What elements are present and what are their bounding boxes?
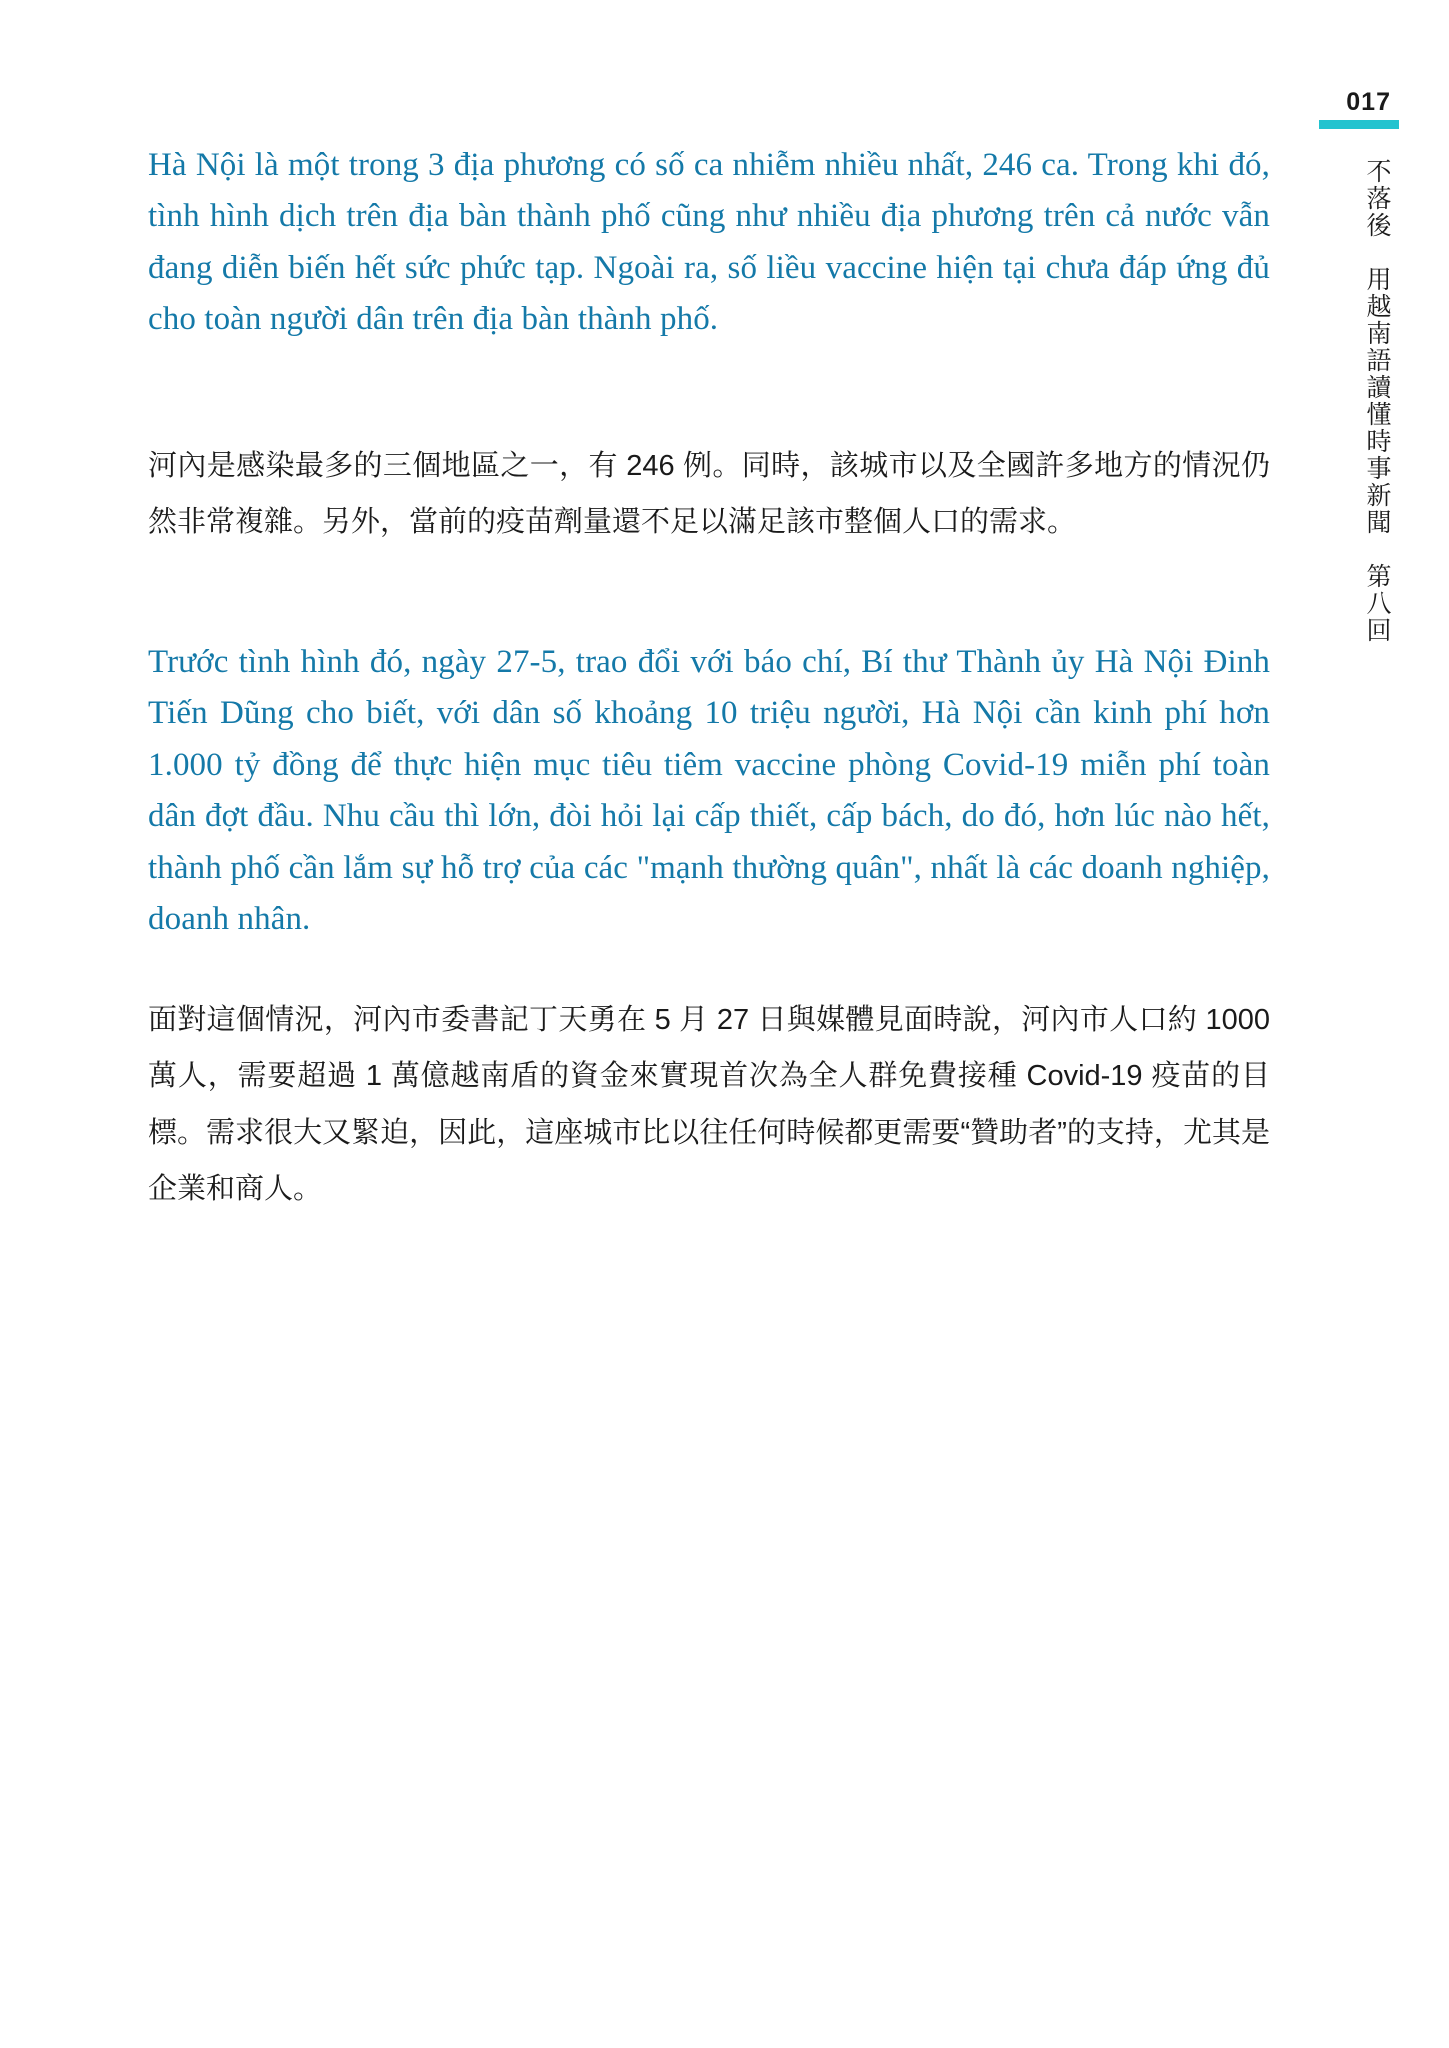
article-body (148, 140, 1270, 1218)
page-number-rule (1319, 120, 1399, 129)
paragraph-chinese-2: 面對這個情況，河內市委書記丁天勇在 5 月 27 日與媒體見面時說，河內市人口約 1000 萬人，需要超過 1 萬億越南盾的資金來實現首次為全人群免費接種 Covid-19 疫苗的目標。需求很大又緊迫，因此，這座城市比以往任何時候都更需要“贊助者”的支持，尤其是企業和商人。 (148, 1003, 1270, 1206)
paragraph-chinese-1: 河內是感染最多的三個地區之一，有 246 例。同時，該城市以及全國許多地方的情況仍然非常複雜。另外，當前的疫苗劑量還不足以滿足該市整個人口的需求。 (148, 449, 1270, 539)
paragraph-vietnamese-2: Trước tình hình đó, ngày 27-5, trao đổi với báo chí, Bí thư Thành ủy Hà Nội Đinh Tiến Dũng cho biết, với dân số khoảng 10 triệu người, Hà Nội cần kinh phí hơn 1.000 tỷ đồng để thực hiện mục tiêu tiêm vaccine phòng Covid-19 miễn phí toàn dân đợt đầu. Nhu cầu thì lớn, đòi hỏi lại cấp thiết, cấp bách, do đó, hơn lúc nào hết, thành phố cần lắm sự hỗ trợ của các "mạnh thường quân", nhất là các doanh nghiệp, doanh nhân. (148, 643, 1270, 938)
paragraph-spacer (148, 346, 1270, 438)
page-number: 017 (1346, 88, 1391, 116)
paragraph-vietnamese-1: Hà Nội là một trong 3 địa phương có số ca nhiễm nhiều nhất, 246 ca. Trong khi đó, tình hình dịch trên địa bàn thành phố cũng như nhiều địa phương trên cả nước vẫn đang diễn biến hết sức phức tạp. Ngoài ra, số liều vaccine hiện tại chưa đáp ứng đủ cho toàn người dân trên địa bàn thành phố. (148, 147, 1270, 338)
paragraph-spacer (148, 551, 1270, 637)
running-head: 不落後 用越南語讀懂時事新聞 第八回 (1363, 158, 1391, 644)
paragraph-spacer (148, 946, 1270, 992)
